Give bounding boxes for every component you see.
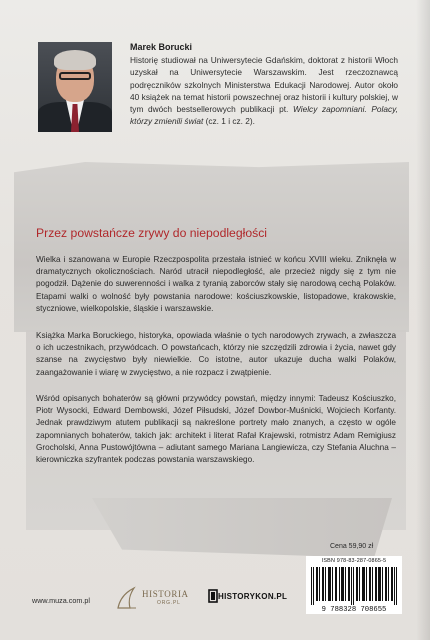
price-label: Cena 59,90 zł — [330, 543, 374, 550]
bestseller-title: Wielcy zapomniani. Polacy, którzy zmienili świat — [130, 104, 398, 127]
author-name: Marek Borucki — [130, 42, 193, 52]
historia-logo-text: HISTORIA — [142, 589, 189, 599]
historia-logo-sub: ORG.PL — [157, 600, 181, 606]
blurb-headline: Przez powstańcze zrywy do niepodległości — [36, 226, 267, 240]
isbn-text: ISBN 978-83-287-0865-5 — [321, 558, 387, 564]
historykon-logo-text: HISTORYKON.PL — [218, 592, 288, 601]
barcode-number: 9 788328 708655 — [321, 606, 387, 614]
author-photo — [38, 42, 112, 132]
barcode-icon — [311, 567, 397, 605]
author-bio: Historię studiował na Uniwersytecie Gdańskim, doktorat z historii Włoch uzyskał na Uniwersytecie Warszawskim. Jest rzeczoznawcą podręczników szkolnych Ministerstwa Edukacji Narodowej. Autor około 40 książek na temat historii powszechnej oraz historii i kultury polskiej, w tym dwóch bestsellerowych publikacji pt. Wielcy zapomniani. Polacy, którzy zmienili świat (cz. 1 i cz. 2). — [130, 55, 398, 127]
blurb-paragraph-2: Książka Marka Boruckiego, historyka, opowiada właśnie o tych narodowych zrywach, a zwłaszcza o ich uczestnikach, przywódcach. O powstańcach, którzy nie szczędzili zdrowia i życia, nawet gdy szanse na zwycięstwo były niewielkie. Co istotne, autor ukazuje ducha walki Polaków, zaangażowanie i wiarę w zwycięstwo, a nie rozpacz i zwątpienie. — [36, 331, 396, 377]
spine-shadow — [416, 0, 430, 640]
blurb-paragraph-3: Wśród opisanych bohaterów są główni przywódcy powstań, między innymi: Tadeusz Kościuszko, Piotr Wysocki, Edward Dembowski, Józef Piłsudski, Józef Dowbor-Muśnicki, Wojciech Korfanty. Jednak prawdziwym atutem publikacji są nakreślone portrety mało znanych, a często w ogóle zapomnianych bohaterów, takich jak: architekt i literat Rafał Krajewski, rotmistrz Adam Remigiusz Grocholski, Anna Pustowójtówna – adiutant samego Mariana Langiewicza, czy Stefania Aluchna – kierowniczka szyfrantek podczas powstania warszawskiego. — [36, 394, 396, 465]
publisher-website: www.muza.com.pl — [32, 596, 90, 605]
blurb-paragraph-1: Wielka i szanowana w Europie Rzeczpospolita przestała istnieć w końcu XVIII wieku. Zniknęła w dramatycznych okolicznościach. Naród utracił niepodległość, ale przecież nigdy się z tym nie pogodził. Dążenie do suwerenności i walka z tyranią zaborców stały się narodową cechą Polaków. Etapami walki o wolność były powstania narodowe: kościuszkowskie, listopadowe, krakowskie, styczniowe, wielkopolskie, śląskie i warszawskie. — [36, 255, 396, 313]
